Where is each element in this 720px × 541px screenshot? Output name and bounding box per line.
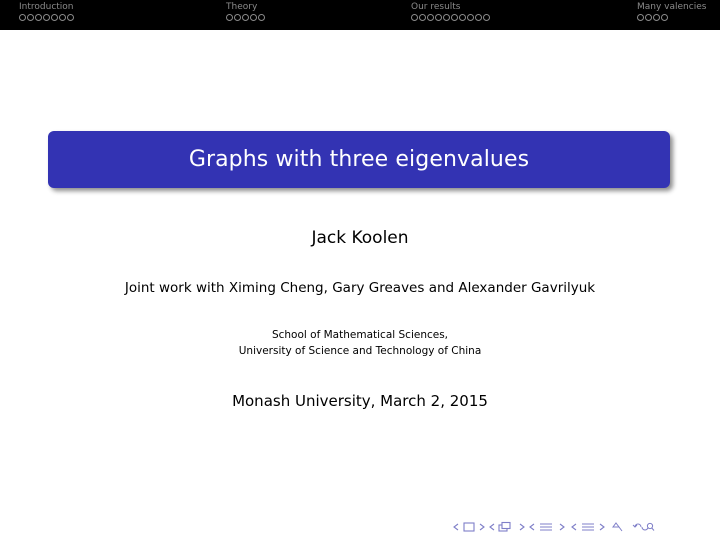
nav-frame-dots bbox=[637, 14, 668, 22]
frame-dot[interactable] bbox=[637, 14, 644, 21]
beamer-nav-symbols bbox=[452, 520, 656, 534]
frame-dot[interactable] bbox=[27, 14, 34, 21]
frame-dot[interactable] bbox=[419, 14, 426, 21]
slide-title: Graphs with three eigenvalues bbox=[188, 147, 530, 172]
frame-dot[interactable] bbox=[451, 14, 458, 21]
nav-section-label[interactable]: Many valencies bbox=[637, 2, 707, 12]
frame-dot[interactable] bbox=[234, 14, 241, 21]
frame-dot[interactable] bbox=[459, 14, 466, 21]
title-box bbox=[48, 131, 670, 188]
frame-dot[interactable] bbox=[475, 14, 482, 21]
section-navbar bbox=[0, 0, 720, 30]
frame-dot[interactable] bbox=[645, 14, 652, 21]
author-name: Jack Koolen bbox=[311, 228, 409, 248]
frame-dot[interactable] bbox=[43, 14, 50, 21]
frame-dot[interactable] bbox=[258, 14, 265, 21]
nav-frame-icon[interactable] bbox=[452, 521, 488, 533]
nav-document-icon[interactable] bbox=[570, 521, 610, 533]
venue-date: Monash University, March 2, 2015 bbox=[232, 392, 488, 410]
nav-section-icon[interactable] bbox=[528, 521, 570, 533]
frame-dot[interactable] bbox=[435, 14, 442, 21]
nav-section-label[interactable]: Introduction bbox=[19, 2, 74, 12]
frame-dot[interactable] bbox=[467, 14, 474, 21]
nav-section-label[interactable]: Our results bbox=[411, 2, 461, 12]
frame-dot[interactable] bbox=[661, 14, 668, 21]
frame-dot[interactable] bbox=[35, 14, 42, 21]
affiliation-line-2: University of Science and Technology of China bbox=[238, 345, 482, 357]
frame-dot[interactable] bbox=[59, 14, 66, 21]
frame-dot[interactable] bbox=[411, 14, 418, 21]
nav-subsection-icon[interactable] bbox=[488, 521, 528, 533]
frame-dot[interactable] bbox=[483, 14, 490, 21]
frame-dot[interactable] bbox=[443, 14, 450, 21]
frame-dot[interactable] bbox=[67, 14, 74, 21]
nav-section-label[interactable]: Theory bbox=[226, 2, 258, 12]
frame-dot[interactable] bbox=[653, 14, 660, 21]
affiliation-line-1: School of Mathematical Sciences, bbox=[271, 329, 449, 341]
nav-frame-dots bbox=[19, 14, 74, 22]
frame-dot[interactable] bbox=[51, 14, 58, 21]
nav-frame-dots bbox=[226, 14, 265, 22]
frame-dot[interactable] bbox=[250, 14, 257, 21]
frame-dot[interactable] bbox=[242, 14, 249, 21]
frame-dot[interactable] bbox=[226, 14, 233, 21]
nav-frame-dots bbox=[411, 14, 490, 22]
frame-dot[interactable] bbox=[19, 14, 26, 21]
nav-search-icon[interactable] bbox=[610, 521, 656, 533]
coauthors-line: Joint work with Ximing Cheng, Gary Greaves and Alexander Gavrilyuk bbox=[124, 280, 596, 296]
frame-dot[interactable] bbox=[427, 14, 434, 21]
